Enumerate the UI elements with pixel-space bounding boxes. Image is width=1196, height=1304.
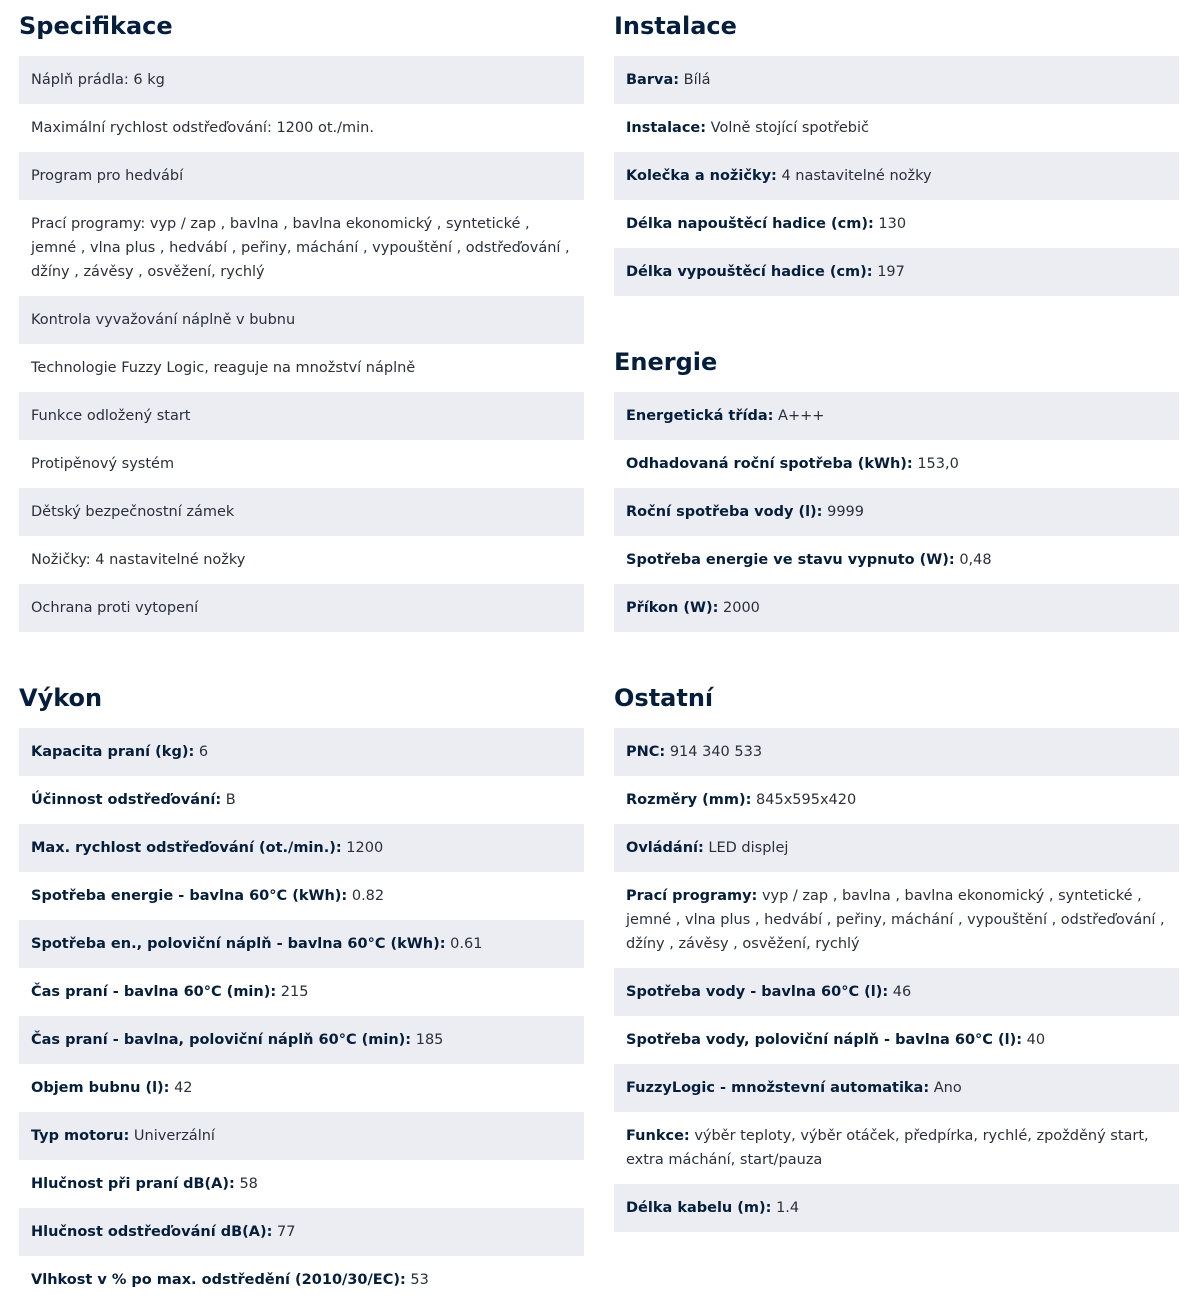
section-title-specifikace: Specifikace (19, 12, 173, 40)
ostatni-row (614, 968, 1179, 1016)
row-label: Hlučnost při praní dB(A): (31, 1176, 235, 1192)
section-title-ostatni: Ostatní (614, 684, 714, 712)
row-value: Volně stojící spotřebič (710, 120, 869, 136)
row-value: 2000 (723, 600, 760, 616)
ostatni-row (614, 1016, 1179, 1064)
row-value: Ano (933, 1080, 962, 1096)
row-label: Odhadovaná roční spotřeba (kWh): (626, 456, 913, 472)
spec-row: Funkce odložený start (19, 392, 584, 440)
row-value: 1.4 (776, 1200, 800, 1216)
energie-row (614, 440, 1179, 488)
vykon-row (19, 824, 584, 872)
row-value: 914 340 533 (669, 744, 763, 760)
section-title-instalace: Instalace (614, 12, 737, 40)
row-value: B (225, 792, 236, 808)
vykon-row (19, 968, 584, 1016)
row-value: 46 (892, 984, 912, 1000)
energie-row (614, 584, 1179, 632)
row-label: Příkon (W): (626, 600, 719, 616)
instalace-row (614, 56, 1179, 104)
right-column (614, 0, 1179, 1232)
vykon-row (19, 1016, 584, 1064)
instalace-list (614, 56, 1179, 296)
row-label: Délka napouštěcí hadice (cm): (626, 216, 874, 232)
row-value: 185 (415, 1032, 444, 1048)
spec-row: Dětský bezpečnostní zámek (19, 488, 584, 536)
left-column (19, 0, 584, 1304)
ostatni-row (614, 776, 1179, 824)
row-label: Barva: (626, 72, 680, 88)
vykon-row (19, 1160, 584, 1208)
row-label: Max. rychlost odstřeďování (ot./min.): (31, 840, 342, 856)
row-value: 40 (1026, 1032, 1046, 1048)
row-value: 197 (877, 264, 905, 280)
row-label: PNC: (626, 744, 666, 760)
row-label: Čas praní - bavlna 60°C (min): (31, 984, 277, 1000)
spec-row: Nožičky: 4 nastavitelné nožky (31, 552, 246, 568)
ostatni-row (614, 1184, 1179, 1232)
row-label: Roční spotřeba vody (l): (626, 504, 823, 520)
row-value: 215 (280, 984, 309, 1000)
vykon-row (19, 1112, 584, 1160)
energie-row (614, 488, 1179, 536)
ostatni-row (614, 1112, 1179, 1184)
energie-list (614, 392, 1179, 632)
row-label: Vlhkost v % po max. odstředění (2010/30/EC): (31, 1272, 406, 1288)
row-label: Energetická třída: (626, 408, 774, 424)
row-label: Rozměry (mm): (626, 792, 752, 808)
vykon-row (19, 920, 584, 968)
spec-row: Kontrola vyvažování náplně v bubnu (19, 296, 584, 344)
specifikace-list (19, 56, 584, 632)
row-label: Funkce: (626, 1128, 690, 1144)
row-value: 0.61 (450, 936, 483, 952)
vykon-list (19, 728, 584, 1304)
spec-row: Ochrana proti vytopení (19, 584, 584, 632)
row-value: vyp / zap , bavlna , bavlna ekonomický , syntetické , jemné , vlna plus , hedvábí , peřiny, máchání , vypouštění , odstřeďování , džíny , závěsy , osvěžení, rychlý (626, 888, 1165, 952)
row-label: Hlučnost odstřeďování dB(A): (31, 1224, 273, 1240)
row-label: Spotřeba energie - bavlna 60°C (kWh): (31, 888, 348, 904)
spec-row: Technologie Fuzzy Logic, reaguje na množství náplně (31, 360, 416, 376)
row-label: FuzzyLogic - množstevní automatika: (626, 1080, 930, 1096)
spec-row: Prací programy: vyp / zap , bavlna , bavlna ekonomický , syntetické , jemné , vlna plus , hedvábí , peřiny, máchání , vypouštění , odstřeďování , džíny , závěsy , osvěžení, rychlý (31, 216, 570, 280)
row-value: 9999 (827, 504, 864, 520)
row-label: Délka vypouštěcí hadice (cm): (626, 264, 873, 280)
row-value: 42 (174, 1080, 193, 1096)
vykon-row (19, 1064, 584, 1112)
row-value: 6 (198, 744, 209, 760)
row-label: Spotřeba energie ve stavu vypnuto (W): (626, 552, 955, 568)
instalace-row (614, 152, 1179, 200)
row-label: Prací programy: (626, 888, 758, 904)
row-label: Čas praní - bavlna, poloviční náplň 60°C (min): (31, 1032, 412, 1048)
row-label: Účinnost odstřeďování: (31, 792, 222, 808)
vykon-row (19, 1256, 584, 1304)
section-title-vykon: Výkon (19, 684, 103, 712)
vykon-row (19, 728, 584, 776)
row-label: Instalace: (626, 120, 707, 136)
row-value: 4 nastavitelné nožky (781, 168, 932, 184)
instalace-row (614, 248, 1179, 296)
row-value: 845x595x420 (756, 792, 857, 808)
instalace-row (614, 200, 1179, 248)
row-value: LED displej (708, 840, 789, 856)
row-label: Spotřeba vody - bavlna 60°C (l): (626, 984, 889, 1000)
row-value: 77 (277, 1224, 296, 1240)
row-value: 53 (410, 1272, 429, 1288)
section-title-energie: Energie (614, 348, 718, 376)
spec-row: Maximální rychlost odstřeďování: 1200 ot./min. (31, 120, 374, 136)
energie-row (614, 536, 1179, 584)
instalace-row (614, 104, 1179, 152)
row-label: Kapacita praní (kg): (31, 744, 195, 760)
row-value: Univerzální (133, 1128, 215, 1144)
ostatni-row (614, 728, 1179, 776)
row-label: Délka kabelu (m): (626, 1200, 772, 1216)
row-label: Typ motoru: (31, 1128, 130, 1144)
spec-row: Náplň prádla: 6 kg (19, 56, 584, 104)
ostatni-list (614, 728, 1179, 1232)
ostatni-row (614, 872, 1179, 968)
vykon-row (19, 776, 584, 824)
row-label: Ovládání: (626, 840, 704, 856)
row-value: výběr teploty, výběr otáček, předpírka, rychlé, zpožděný start, extra máchání, start/pauza (626, 1128, 1149, 1168)
row-label: Spotřeba en., poloviční náplň - bavlna 60°C (kWh): (31, 936, 446, 952)
row-value: 0,48 (959, 552, 992, 568)
ostatni-row (614, 1064, 1179, 1112)
vykon-row (19, 872, 584, 920)
row-value: 1200 (346, 840, 384, 856)
row-label: Spotřeba vody, poloviční náplň - bavlna 60°C (l): (626, 1032, 1022, 1048)
row-value: 0.82 (351, 888, 385, 904)
row-label: Kolečka a nožičky: (626, 168, 777, 184)
row-value: 130 (878, 216, 907, 232)
row-value: 58 (239, 1176, 258, 1192)
spec-row: Program pro hedvábí (19, 152, 584, 200)
ostatni-row (614, 824, 1179, 872)
row-value: Bílá (683, 72, 711, 88)
spec-row: Protipěnový systém (31, 456, 175, 472)
row-label: Objem bubnu (l): (31, 1080, 170, 1096)
row-value: A+++ (778, 408, 825, 424)
energie-row (614, 392, 1179, 440)
vykon-row (19, 1208, 584, 1256)
row-value: 153,0 (917, 456, 959, 472)
